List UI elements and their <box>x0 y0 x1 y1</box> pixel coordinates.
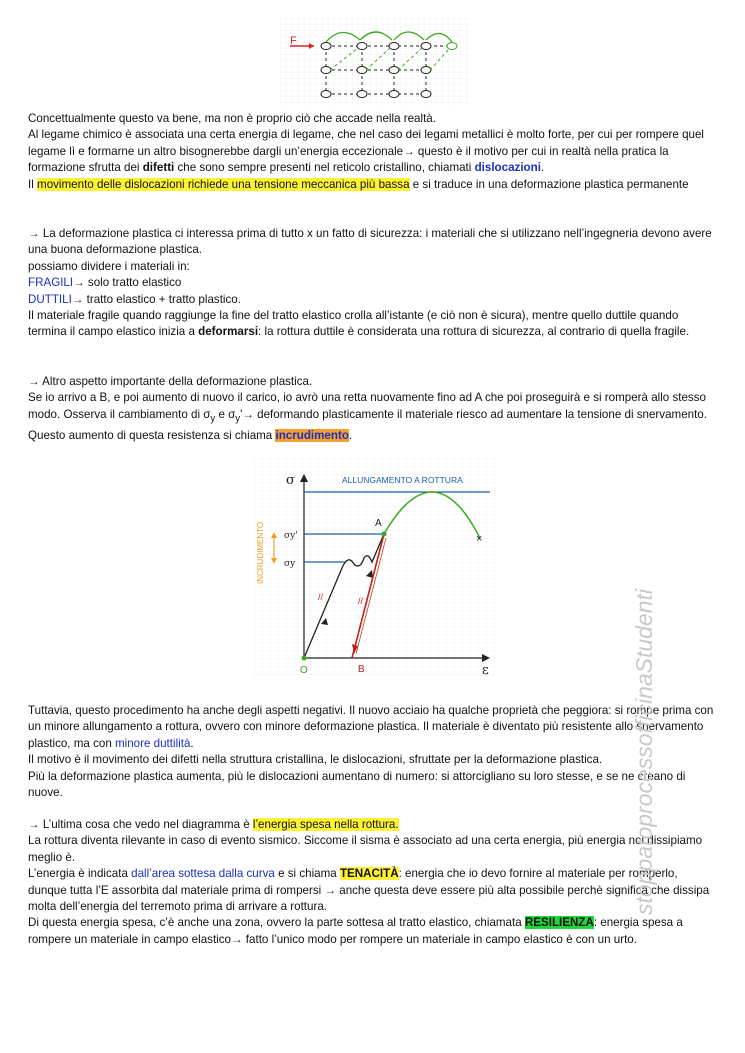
lattice-figure <box>280 18 470 106</box>
list-item: FRAGILI→ solo tratto elastico <box>28 276 182 290</box>
x-axis-label: ε <box>482 663 489 676</box>
watermark <box>628 540 662 920</box>
hardening-label: INCRUDIMENTO <box>256 521 265 584</box>
text-paragraph: Il materiale fragile quando raggiunge la fine del tratto elastico crolla all’istante (e ciò non è sicura), mentre quello duttile quando termina il campo elastico inizia a deformarsi: la rottura duttile è considerata una rottura di sicurezza, al contrario di quella fragile. <box>28 309 690 339</box>
sigma-y-label: σy <box>284 559 296 569</box>
list-item: DUTTILI→ tratto elastico + tratto plastico. <box>28 292 241 306</box>
sigma-y-prime-label: σy' <box>284 531 298 541</box>
text-line: → Altro aspetto importante della deformazione plastica. <box>28 375 313 388</box>
text-paragraph: Il movimento delle dislocazioni richiede una tensione meccanica più bassa e si traduce in una deformazione plastica permanente <box>28 177 689 191</box>
break-mark: × <box>476 533 483 545</box>
force-label: F <box>290 35 297 47</box>
point-b-label: B <box>358 664 365 675</box>
text-paragraph: Tuttavia, questo procedimento ha anche degli aspetti negativi. Il nuovo acciaio ha qualche proprietà che peggiora: si rompe prima con un minore allungamento a rottura, ovvero con minore deformazione plastica. Il materiale è diventato più resistente allo snervamento plastico, ma con minore duttilità. <box>28 704 714 750</box>
elongation-label: ALLUNGAMENTO A ROTTURA <box>342 475 463 485</box>
text-paragraph: L’energia è indicata dall’area sottesa dalla curva e si chiama TENACITÀ: energia che io devo fornire al materiale per romperlo, dunque tutta l’E assorbita dal materiale prima di rompersi → anche questa deve essere più alta possibile perchè significa che dissipa molta dell’energia del terremoto prima di arrivare a rottura. <box>28 867 710 914</box>
paragraph-block-safety <box>28 226 718 341</box>
stress-strain-figure <box>254 458 496 676</box>
y-axis-label: σ <box>286 473 295 488</box>
watermark-text: stoppatoprocessofficinaStudenti <box>631 588 657 915</box>
text-paragraph: Più la deformazione plastica aumenta, più le dislocazioni aumentano di numero: si attorcigliano su loro stesse, e se ne creano di nuove. <box>28 769 686 800</box>
point-a-label: A <box>375 518 382 529</box>
text-paragraph: La rottura diventa rilevante in caso di evento sismico. Siccome il sisma è associato ad una certa energia, più energia noi dissipiamo meglio è. <box>28 834 703 864</box>
marks-label: // <box>318 592 324 602</box>
text-paragraph: Il motivo è il movimento dei difetti nella struttura cristallina, le dislocazioni, sfruttate per la deformazione plastica. <box>28 753 603 767</box>
text-line: possiamo dividere i materiali in: <box>28 259 190 273</box>
text-line: Concettualmente questo va bene, ma non è proprio ciò che accade nella realtà. <box>28 112 436 125</box>
text-paragraph: Di questa energia spesa, c’è anche una zona, ovvero la parte sottesa al tratto elastico, chiamata RESILIENZA: energia spesa a rompere un materiale in campo elastico→ fatto l’unico modo per rompere un materiale in campo elastico è con un urto. <box>28 916 683 946</box>
paragraph-block-dislocations <box>28 111 718 193</box>
text-line: → L’ultima cosa che vedo nel diagramma è l’energia spesa nella rottura. <box>28 818 399 831</box>
paragraph-block-energy <box>28 817 718 948</box>
paragraph-block-hardening <box>28 374 718 444</box>
text-paragraph: → La deformazione plastica ci interessa prima di tutto x un fatto di sicurezza: i materiali che si utilizzano nell’ingegneria devono avere una buona deformazione plastica. <box>28 227 712 257</box>
marks-label-b: // <box>358 596 364 606</box>
paragraph-block-drawbacks <box>28 703 718 801</box>
text-paragraph: Al legame chimico è associata una certa energia di legame, che nel caso dei legami metallici è molto forte, per cui per rompere quel legame lì e formarne un altro bisognerebbe dargli un’energia eccezionale→ questo è il motivo per cui in realtà nella pratica la formazione sfrutta dei difetti che sono sempre presenti nel reticolo cristallino, chiamati dislocazioni. <box>28 128 705 175</box>
point-o-label: O <box>300 665 308 676</box>
text-paragraph: Se io arrivo a B, e poi aumento di nuovo il carico, io avrò una retta nuovamente fino ad A che poi proseguirà e si romperà allo stesso modo. Osserva il cambiamento di $\sigma_y$ e $\sigma_y'\to$ deformando plasticamente il materiale riesco ad aumentare la tensione di snervamento. Questo aumento di questa resistenza si chiama incrudimento. <box>28 391 707 442</box>
